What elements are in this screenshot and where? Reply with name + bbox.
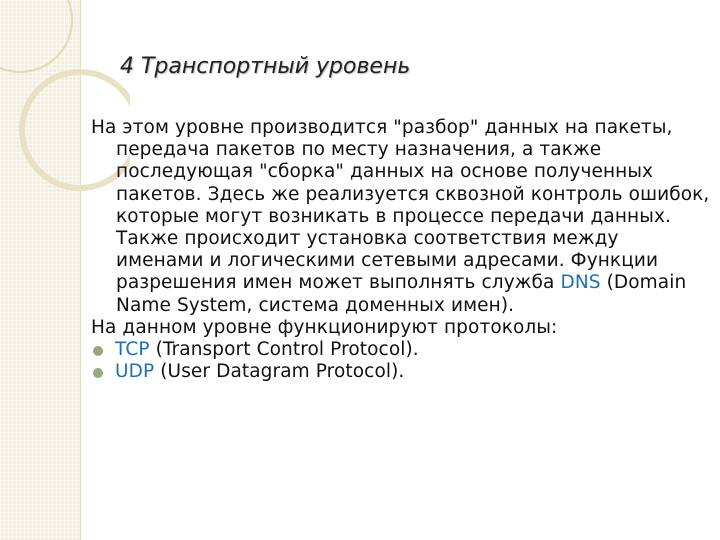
protocol-list — [91, 339, 711, 383]
paragraph-description — [91, 117, 711, 317]
dns-link[interactable]: DNS — [560, 272, 601, 294]
paragraph-text-end: (Domain Name System, система доменных имен). — [116, 272, 687, 316]
protocol-text — [115, 339, 419, 361]
protocol-text — [115, 361, 404, 383]
paragraph-protocols-intro: На данном уровне функционируют протоколы: — [91, 316, 558, 338]
list-item — [91, 339, 711, 361]
slide-title: 4 Транспортный уровень — [120, 54, 411, 79]
udp-link[interactable]: UDP — [115, 361, 155, 383]
paragraph-text-start: На этом уровне производится "разбор" данных на пакеты, передача пакетов по месту назначения, а также последующая "сборка" данных на основе полученных пакетов. Здесь же реализуется сквозной контроль ошибок, которые могут возникать в процессе передачи данных. Также происходит установка соответствия между именами и логическими сетевыми адресами. Функции разрешения имен может выполнять служба — [91, 117, 710, 294]
tcp-link[interactable]: TCP — [115, 339, 150, 361]
list-item — [91, 361, 711, 383]
udp-description: (User Datagram Protocol). — [154, 361, 405, 383]
bullet-icon — [93, 368, 103, 378]
bullet-icon — [93, 346, 103, 356]
tcp-description: (Transport Control Protocol). — [149, 339, 419, 361]
slide-body — [91, 117, 711, 383]
decorative-ring-small — [0, 0, 72, 72]
